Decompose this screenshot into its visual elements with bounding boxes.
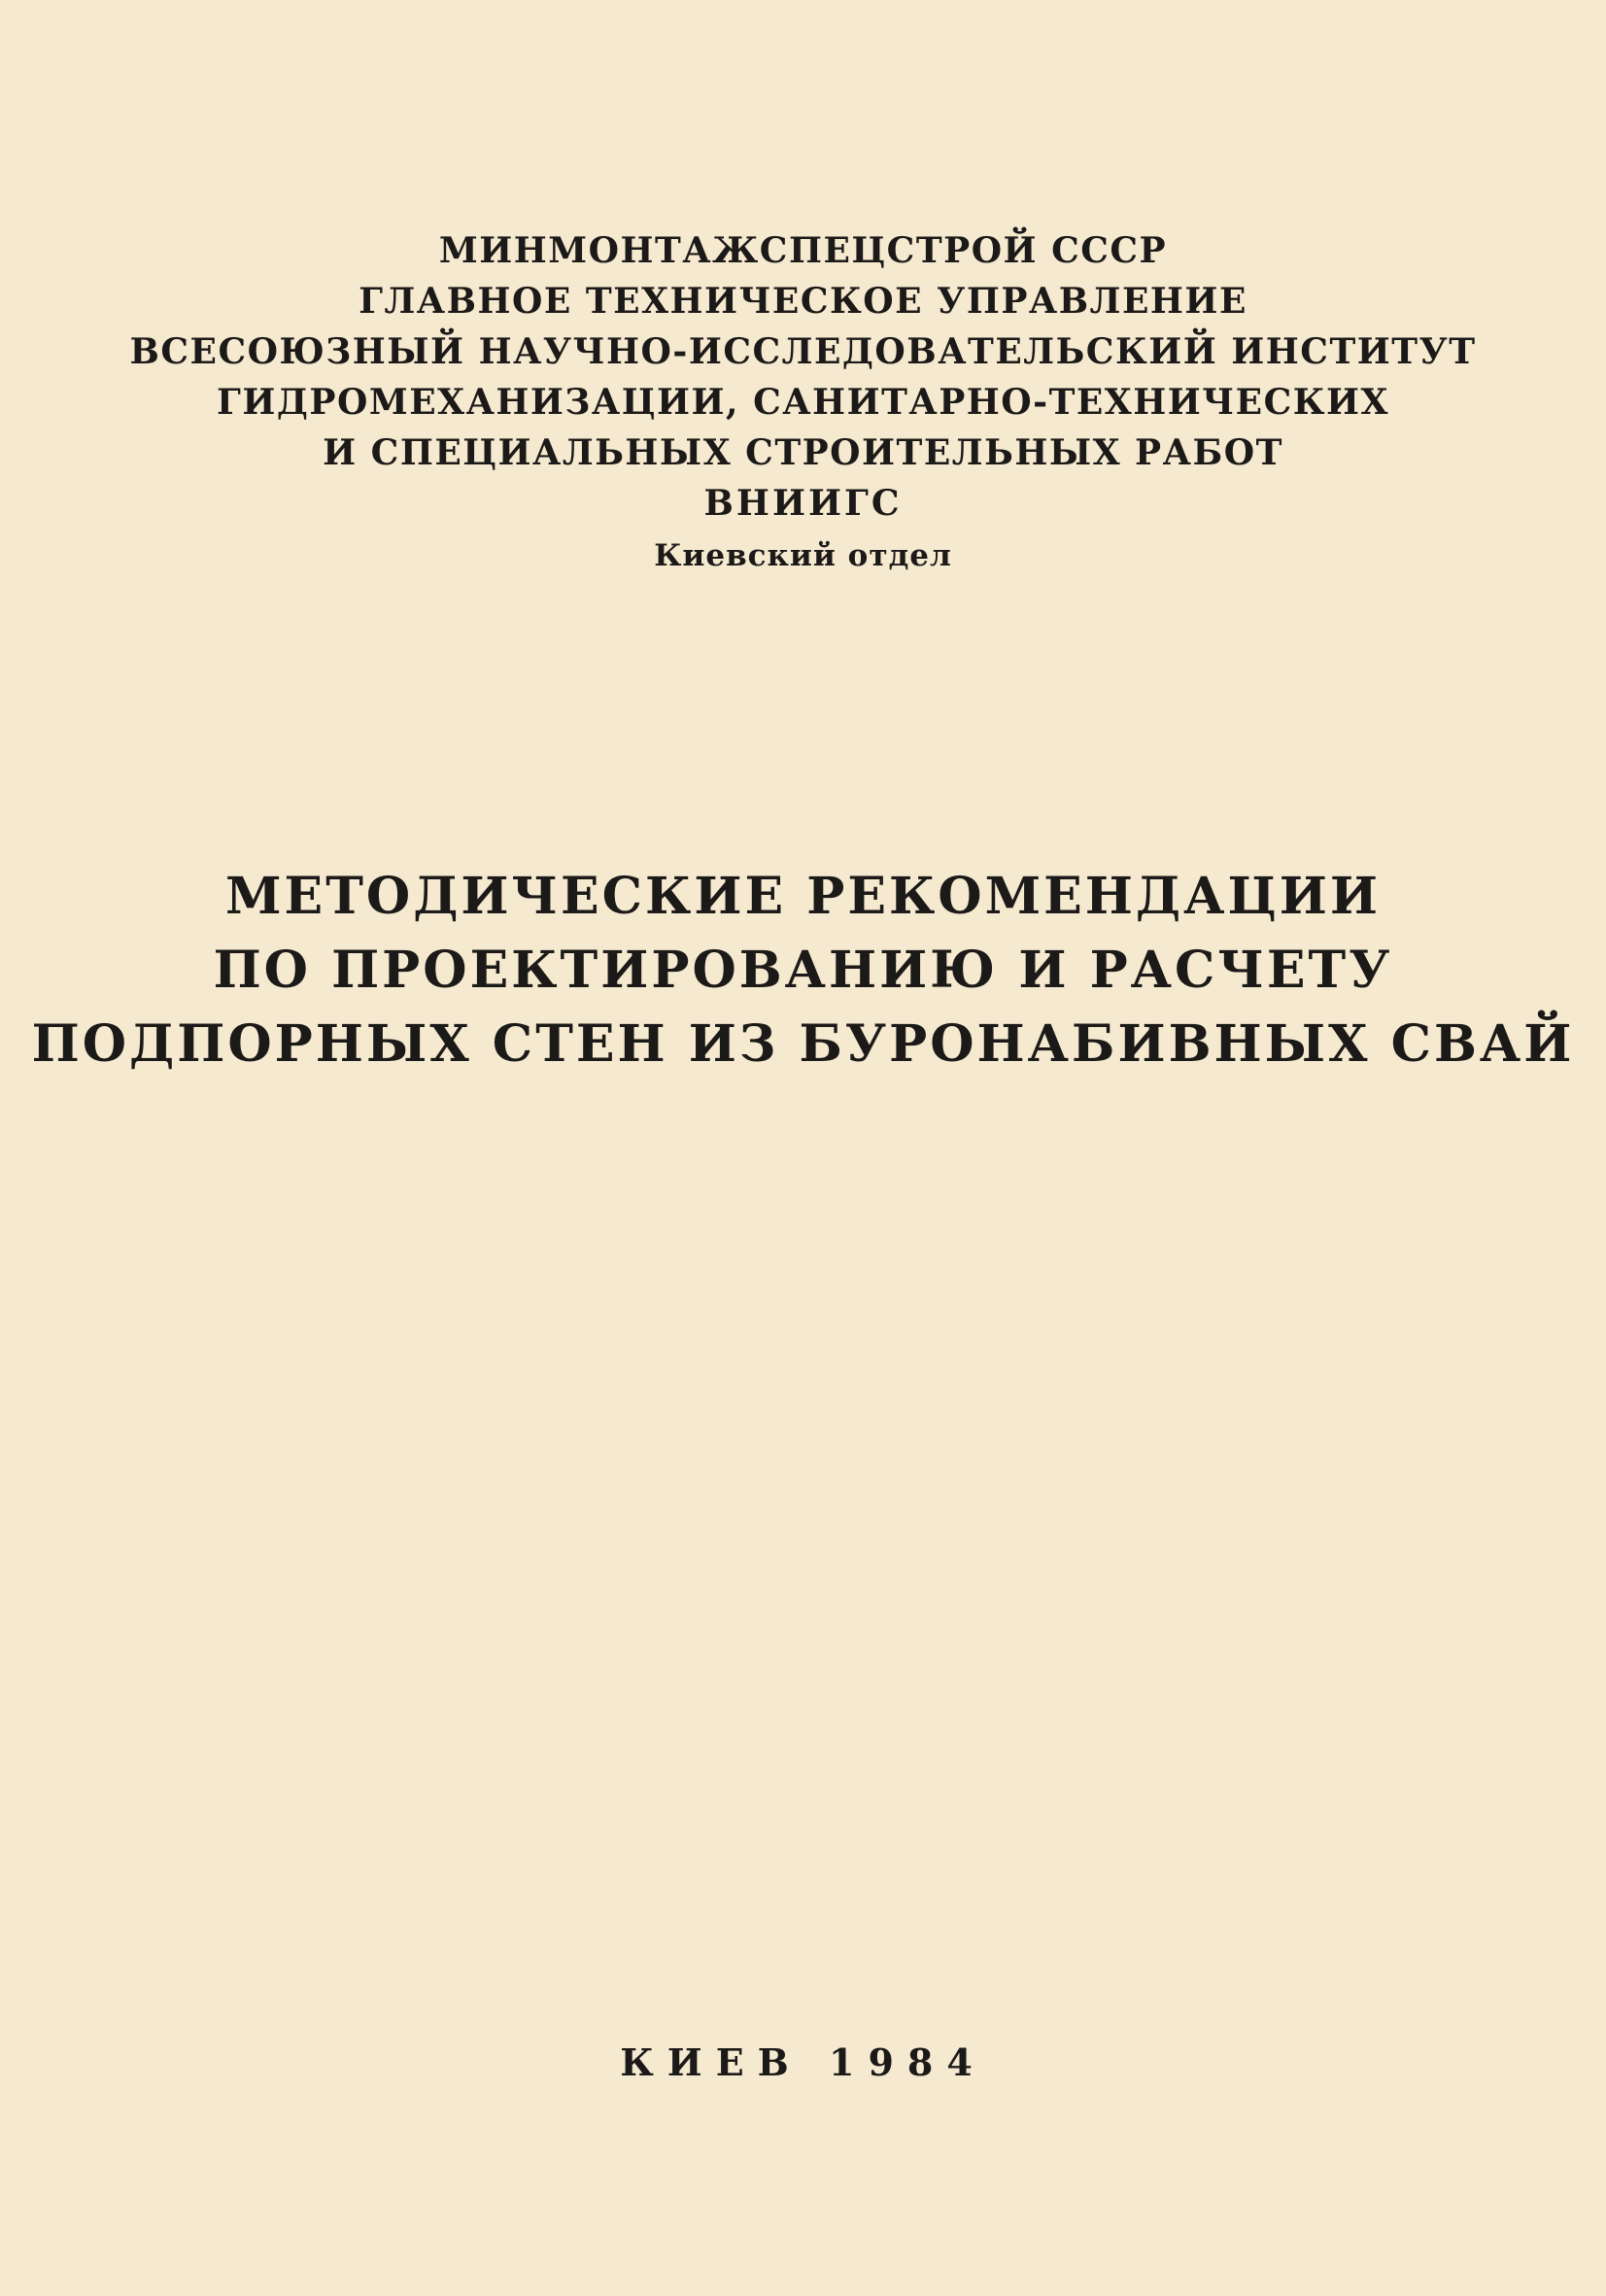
department-name: Киевский отдел: [654, 538, 952, 573]
title-line-3: ПОДПОРНЫХ СТЕН ИЗ БУРОНАБИВНЫХ СВАЙ: [31, 1014, 1575, 1074]
title-line-2: ПО ПРОЕКТИРОВАНИЮ И РАСЧЕТУ: [213, 941, 1393, 1000]
title-line-1: МЕТОДИЧЕСКИЕ РЕКОМЕНДАЦИИ: [225, 867, 1381, 926]
imprint-footer: [0, 2039, 1606, 2087]
institute-abbreviation: ВНИИГС: [703, 483, 903, 524]
document-title: [0, 860, 1606, 1081]
institute-name-line-1: ВСЕСОЮЗНЫЙ НАУЧНО-ИССЛЕДОВАТЕЛЬСКИЙ ИНСТИТУТ: [129, 331, 1477, 372]
publisher-header: [0, 225, 1606, 581]
institute-name-line-2: ГИДРОМЕХАНИЗАЦИИ, САНИТАРНО-ТЕХНИЧЕСКИХ: [217, 382, 1389, 423]
place-and-year: КИЕВ 1984: [620, 2040, 986, 2084]
institute-name-line-3: И СПЕЦИАЛЬНЫХ СТРОИТЕЛЬНЫХ РАБОТ: [323, 432, 1283, 473]
ministry-name: МИНМОНТАЖСПЕЦСТРОЙ СССР: [438, 230, 1168, 271]
directorate-name: ГЛАВНОЕ ТЕХНИЧЕСКОЕ УПРАВЛЕНИЕ: [359, 281, 1247, 322]
